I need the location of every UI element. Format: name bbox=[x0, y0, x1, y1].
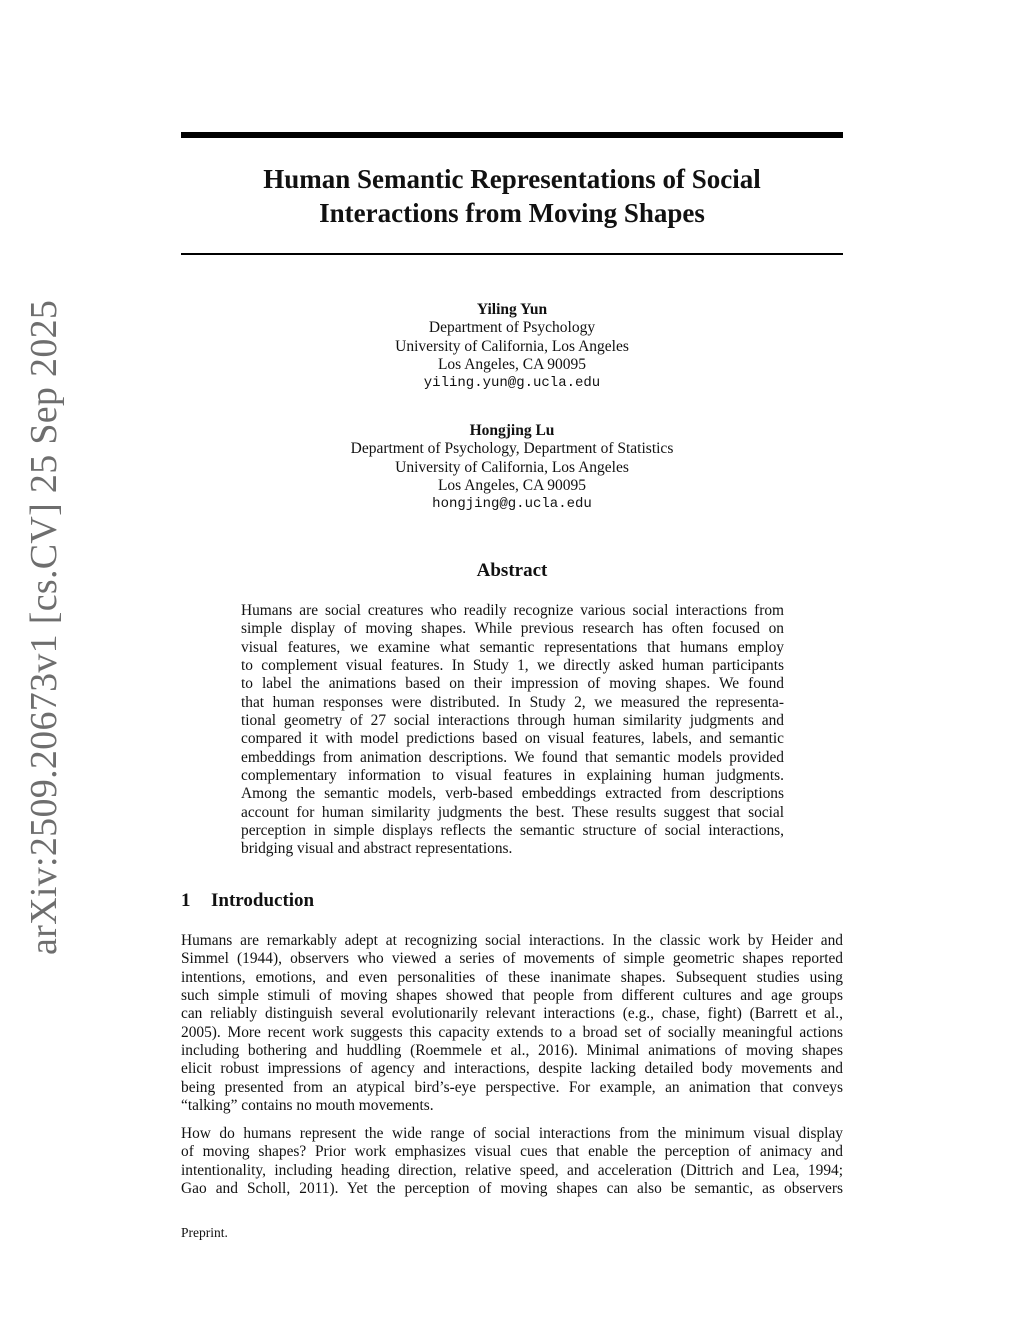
abstract-line: to complement visual features. In Study 1, we directly asked human participants bbox=[241, 657, 784, 675]
paragraph-line: 2005). More recent work suggests this capacity extends to a broad set of socially meaningful actions bbox=[181, 1023, 843, 1041]
author-email[interactable]: yiling.yun@g.ucla.edu bbox=[423, 375, 601, 392]
author-department: Department of Psychology, Department of Statistics bbox=[350, 440, 674, 458]
author-name: Yiling Yun bbox=[476, 301, 548, 318]
abstract-heading: Abstract bbox=[476, 560, 548, 581]
paragraph-line: including bothering and huddling (Roemmele et al., 2016). Minimal animations of moving shapes bbox=[181, 1042, 843, 1060]
paragraph-line: being presented from an atypical bird’s-eye perspective. For example, an animation that conveys bbox=[181, 1078, 843, 1096]
author-name: Hongjing Lu bbox=[469, 422, 555, 439]
paragraph-line: of moving shapes? Prior work emphasizes visual cues that enable the perception of animacy and bbox=[181, 1143, 843, 1161]
paragraph-line: Humans are remarkably adept at recognizing social interactions. In the classic work by Heider and bbox=[181, 932, 843, 949]
paragraph-line: can reliably distinguish several evolutionarily relevant interactions (e.g., chase, fight) (Barrett et al., bbox=[181, 1005, 843, 1023]
author-university: University of California, Los Angeles bbox=[395, 337, 629, 355]
paragraph-line: intentions, emotions, and even personalities of these inanimate shapes. Subsequent studies using bbox=[181, 968, 843, 986]
author-email[interactable]: hongjing@g.ucla.edu bbox=[432, 496, 592, 513]
abstract-line: bridging visual and abstract representations. bbox=[241, 840, 513, 858]
paragraph-line: “talking” contains no mouth movements. bbox=[181, 1097, 434, 1115]
author-location: Los Angeles, CA 90095 bbox=[437, 355, 587, 373]
title-top-rule bbox=[181, 132, 843, 138]
author-department: Department of Psychology bbox=[428, 319, 596, 337]
author-location: Los Angeles, CA 90095 bbox=[437, 476, 587, 494]
paragraph-line: How do humans represent the wide range of social interactions from the minimum visual display bbox=[181, 1125, 843, 1142]
paragraph-line: Simmel (1944), observers who viewed a series of movements of simple geometric shapes reported bbox=[181, 950, 843, 968]
author-university: University of California, Los Angeles bbox=[395, 458, 629, 476]
section-number: 1 bbox=[181, 890, 191, 911]
section-heading-introduction bbox=[181, 890, 314, 912]
abstract-line: embeddings from animation descriptions. We found that semantic models provided bbox=[241, 748, 784, 766]
title-bottom-rule bbox=[181, 253, 843, 255]
paragraph-line: such simple stimuli of moving shapes showed that people from different cultures and age groups bbox=[181, 987, 843, 1005]
abstract-line: perception in simple displays reflects the semantic structure of social interactions, bbox=[241, 822, 784, 840]
abstract-line: visual features, we examine what semantic representations that humans employ bbox=[241, 638, 784, 656]
abstract-line: to label the animations based on their impression of moving shapes. We found bbox=[241, 675, 784, 693]
abstract-line: that human responses were distributed. In Study 2, we measured the representa- bbox=[241, 693, 784, 711]
abstract-text bbox=[241, 602, 784, 859]
paragraph-line: Gao and Scholl, 2011). Yet the perception of moving shapes can also be semantic, as observers bbox=[181, 1180, 843, 1198]
paragraph-line: elicit robust impressions of agency and interactions, despite lacking detailed body movements and bbox=[181, 1060, 843, 1078]
title-line-1: Human Semantic Representations of Social bbox=[263, 164, 761, 194]
abstract-line: Among the semantic models, verb-based embeddings extracted from descriptions bbox=[241, 785, 784, 803]
abstract-line: tional geometry of 27 social interactions through human similarity judgments and bbox=[241, 712, 784, 730]
arxiv-identifier-stamp[interactable]: arXiv:2509.20673v1 [cs.CV] 25 Sep 2025 bbox=[23, 299, 65, 955]
footer-note: Preprint. bbox=[181, 1225, 228, 1240]
abstract-line: simple display of moving shapes. While previous research has often focused on bbox=[241, 620, 784, 638]
intro-paragraph bbox=[181, 932, 843, 1115]
abstract-line: account for human similarity judgments the best. These results suggest that social bbox=[241, 803, 784, 821]
author-block bbox=[181, 422, 843, 513]
paragraph-line: intentionality, including heading direction, relative speed, and acceleration (Dittrich and Lea, 1994; bbox=[181, 1161, 843, 1179]
title-line-2: Interactions from Moving Shapes bbox=[319, 198, 705, 228]
section-title: Introduction bbox=[211, 890, 315, 911]
author-block bbox=[181, 301, 843, 392]
abstract-line: Humans are social creatures who readily recognize various social interactions from bbox=[241, 602, 784, 619]
intro-paragraph bbox=[181, 1125, 843, 1198]
abstract-line: complementary information to visual features in explaining human judgments. bbox=[241, 767, 784, 785]
paper-title bbox=[181, 162, 843, 230]
abstract-line: compared it with model predictions based on visual features, labels, and semantic bbox=[241, 730, 784, 748]
